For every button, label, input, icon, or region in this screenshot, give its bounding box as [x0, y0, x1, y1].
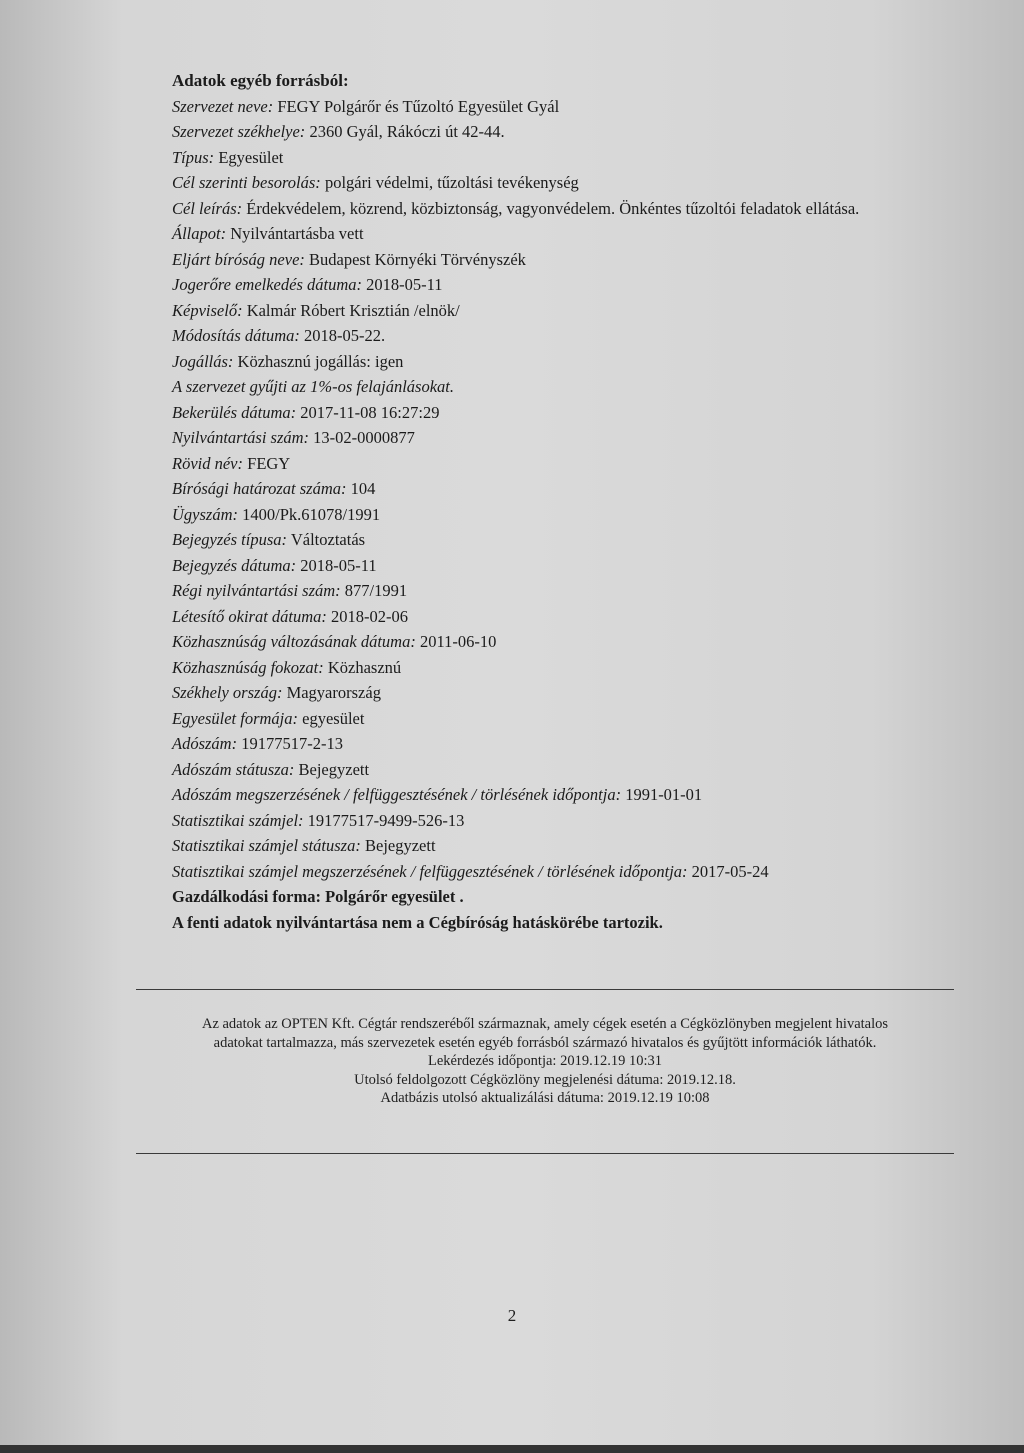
- field-label: Nyilvántartási szám:: [172, 428, 310, 447]
- field-value: FEGY Polgárőr és Tűzoltó Egyesület Gyál: [277, 96, 560, 116]
- data-section: [172, 68, 992, 935]
- field-row: [172, 502, 992, 528]
- field-row: [172, 145, 992, 171]
- footer-line-1: Az adatok az OPTEN Kft. Cégtár rendszeréből származnak, amely cégek esetén a Cégközlönyben megjelent hivatalos: [201, 1016, 889, 1032]
- field-label: Statisztikai számjel státusza:: [172, 836, 361, 855]
- field-value: Változtatás: [290, 530, 366, 549]
- field-row: [172, 731, 992, 757]
- footer-query-time: Lekérdezés időpontja: 2019.12.19 10:31: [428, 1053, 662, 1069]
- field-row: [172, 425, 992, 451]
- field-label: Típus:: [172, 147, 215, 167]
- field-label: Adószám státusza:: [172, 759, 295, 779]
- field-label: Rövid név:: [172, 453, 244, 473]
- field-label: Statisztikai számjel megszerzésének / felfüggesztésének / törlésének időpontja:: [172, 861, 688, 881]
- field-label: Jogerőre emelkedés dátuma:: [172, 275, 362, 294]
- field-row: [172, 680, 992, 706]
- field-row: [172, 604, 992, 630]
- footer-top-divider: [136, 989, 954, 990]
- field-value: Érdekvédelem, közrend, közbiztonság, vagyonvédelem. Önkéntes tűzoltói feladatok ellátása.: [246, 198, 860, 218]
- field-label: Bírósági határozat száma:: [172, 479, 347, 498]
- field-label: Szervezet székhelye:: [172, 122, 306, 141]
- field-label: Bejegyzés típusa:: [172, 530, 288, 549]
- field-label: Létesítő okirat dátuma:: [172, 606, 327, 626]
- field-value: 2360 Gyál, Rákóczi út 42-44.: [309, 122, 505, 141]
- field-label: Jogállás:: [172, 351, 234, 371]
- field-list-2: [172, 400, 992, 885]
- field-row: [172, 808, 992, 834]
- field-label: Képviselő:: [172, 300, 243, 320]
- field-label: Bekerülés dátuma:: [172, 402, 297, 422]
- field-value: polgári védelmi, tűzoltási tevékenység: [324, 173, 579, 192]
- footer-bottom-divider: [136, 1153, 954, 1154]
- field-row: [172, 221, 992, 247]
- field-value: Közhasznú: [327, 657, 402, 677]
- field-row: [172, 247, 992, 273]
- field-label: Egyesület formája:: [172, 708, 299, 728]
- field-value: 13-02-0000877: [313, 428, 415, 447]
- field-row: [172, 94, 992, 120]
- field-value: egyesület: [302, 708, 365, 728]
- field-label: Cél leírás:: [172, 198, 243, 218]
- field-value: 1991-01-01: [625, 785, 703, 804]
- field-row: [172, 476, 992, 502]
- field-value: Magyarország: [286, 683, 381, 702]
- field-row: [172, 196, 992, 222]
- field-value: FEGY: [247, 453, 291, 473]
- field-row: [172, 757, 992, 783]
- field-row: [172, 323, 992, 349]
- field-value: 2017-11-08 16:27:29: [300, 402, 440, 422]
- field-value: Bejegyzett: [298, 759, 370, 779]
- field-row: [172, 298, 992, 324]
- field-value: 877/1991: [344, 581, 408, 600]
- registry-note-line: A fenti adatok nyilvántartása nem a Cégbíróság hatáskörébe tartozik.: [172, 912, 663, 932]
- field-value: 2018-05-11: [366, 275, 443, 294]
- field-value: Budapest Környéki Törvényszék: [309, 249, 526, 269]
- field-value: Nyilvántartásba vett: [230, 224, 364, 243]
- field-label: Közhasznúság fokozat:: [172, 657, 324, 677]
- field-label: Módosítás dátuma:: [172, 326, 300, 345]
- footer-line-2: adatokat tartalmazza, más szervezetek esetén egyéb forrásból származó hivatalos és gyűjtött információk láthatók.: [213, 1034, 877, 1051]
- field-row: [172, 527, 992, 553]
- field-value: 2017-05-24: [691, 861, 769, 881]
- field-label: Adószám megszerzésének / felfüggesztésének / törlésének időpontja:: [172, 785, 622, 804]
- field-label: Ügyszám:: [172, 504, 238, 524]
- field-value: 2018-05-11: [300, 555, 377, 575]
- field-value: Bejegyzett: [364, 836, 436, 855]
- field-label: Statisztikai számjel:: [172, 810, 304, 830]
- field-row: [172, 578, 992, 604]
- field-row: [172, 782, 992, 808]
- field-row: [172, 400, 992, 426]
- field-label: Adószám:: [172, 734, 238, 753]
- page-number: 2: [507, 1306, 517, 1325]
- field-label: Székhely ország:: [172, 683, 283, 702]
- section-heading: Adatok egyéb forrásból:: [172, 71, 349, 90]
- field-label: Cél szerinti besorolás:: [172, 173, 321, 192]
- field-value: 19177517-2-13: [241, 734, 343, 753]
- field-value: 1400/Pk.61078/1991: [242, 504, 381, 524]
- field-row: [172, 833, 992, 859]
- field-label: Közhasznúság változásának dátuma:: [172, 632, 416, 651]
- field-label: Szervezet neve:: [172, 96, 274, 116]
- economic-form-line: Gazdálkodási forma: Polgárőr egyesület .: [172, 887, 464, 906]
- field-value: 2011-06-10: [419, 632, 497, 651]
- field-row: [172, 119, 992, 145]
- field-label: Eljárt bíróság neve:: [172, 249, 305, 269]
- footer-db-update: Adatbázis utolsó aktualizálási dátuma: 2019.12.19 10:08: [380, 1090, 710, 1106]
- field-value: Egyesület: [218, 147, 284, 167]
- field-value: 2018-02-06: [331, 606, 409, 626]
- field-row: [172, 629, 992, 655]
- field-row: [172, 655, 992, 681]
- field-value: Kalmár Róbert Krisztián /elnök/: [246, 300, 460, 320]
- italic-note: A szervezet gyűjti az 1%-os felajánlásokat.: [172, 377, 454, 396]
- field-label: Bejegyzés dátuma:: [172, 555, 297, 575]
- field-label: Régi nyilvántartási szám:: [172, 581, 341, 600]
- field-row: [172, 349, 992, 375]
- footer-notice: [136, 1015, 954, 1108]
- field-row: [172, 553, 992, 579]
- field-row: [172, 170, 992, 196]
- field-value: 2018-05-22.: [304, 326, 386, 345]
- field-row: [172, 451, 992, 477]
- field-value: Közhasznú jogállás: igen: [237, 351, 404, 371]
- field-label: Állapot:: [172, 224, 227, 243]
- field-list: [172, 94, 992, 375]
- field-value: 19177517-9499-526-13: [307, 810, 465, 830]
- field-row: [172, 272, 992, 298]
- field-value: 104: [350, 479, 376, 498]
- footer-gazette-date: Utolsó feldolgozott Cégközlöny megjelenési dátuma: 2019.12.18.: [354, 1071, 736, 1088]
- field-row: [172, 859, 992, 885]
- field-row: [172, 706, 992, 732]
